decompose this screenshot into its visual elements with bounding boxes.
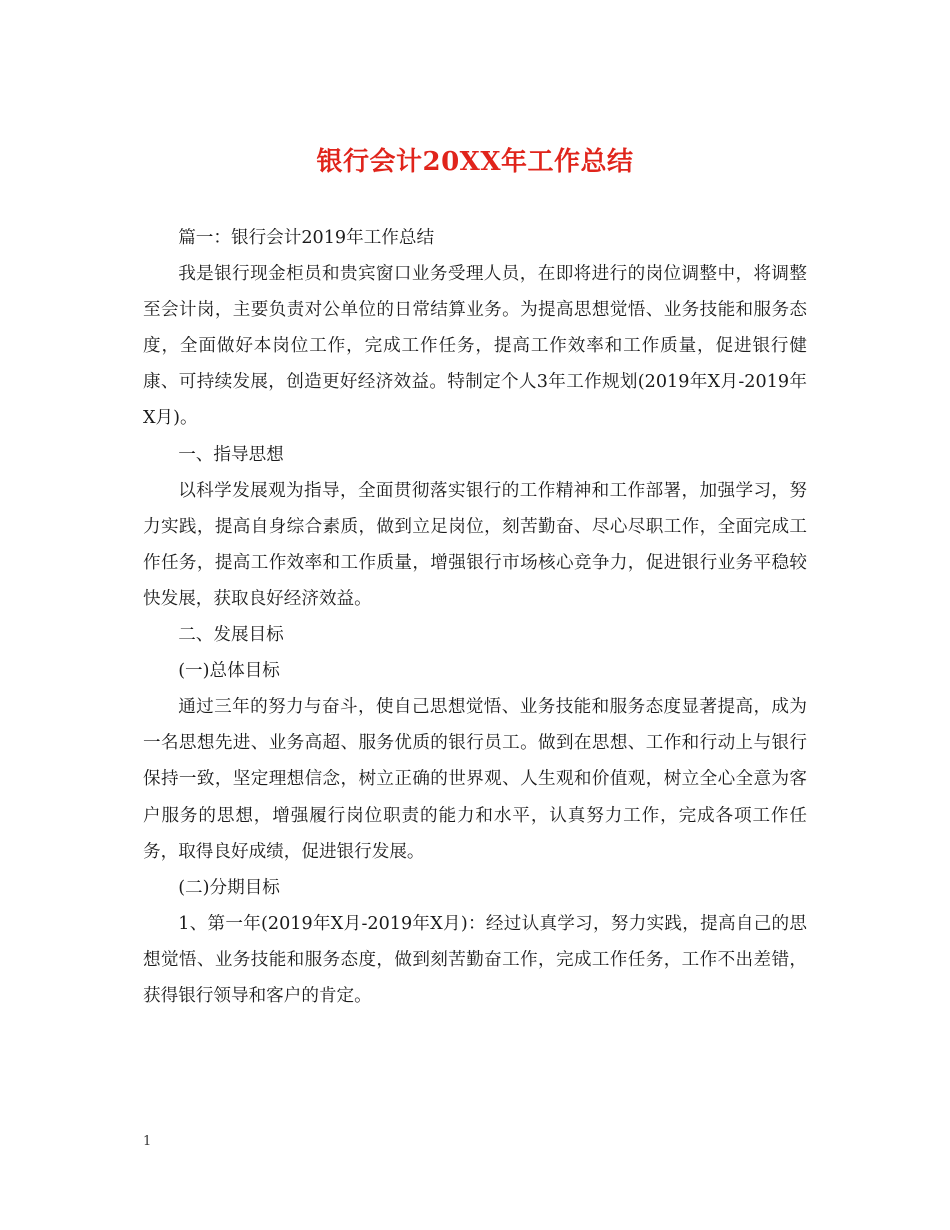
paragraph-heading-overall-goal: (一)总体目标 — [178, 661, 280, 682]
paragraph-first-year-goal: 1、第一年(2019年X月-2019年X月)：经过认真学习，努力实践，提高自己的思想觉悟、业务技能和服务态度，做到刻苦勤奋工作，完成工作任务，工作不出差错，获得银行领导和客户的肯定。 — [143, 913, 807, 1006]
paragraph-guiding-ideology: 以科学发展观为指导，全面贯彻落实银行的工作精神和工作部署，加强学习，努力实践，提高自身综合素质，做到立足岗位，刻苦勤奋、尽心尽职工作，全面完成工作任务，提高工作效率和工作质量，增强银行市场核心竞争力，促进银行业务平稳较快发展，获取良好经济效益。 — [143, 480, 807, 609]
page-number: 1 — [143, 1134, 152, 1149]
paragraph-section-heading: 篇一：银行会计2019年工作总结 — [178, 228, 435, 248]
paragraph-heading-phased-goals: (二)分期目标 — [178, 877, 280, 898]
paragraph-heading-guiding-ideology: 一、指导思想 — [178, 444, 284, 465]
document-body — [143, 220, 807, 1014]
paragraph-intro: 我是银行现金柜员和贵宾窗口业务受理人员，在即将进行的岗位调整中，将调整至会计岗，主要负责对公单位的日常结算业务。为提高思想觉悟、业务技能和服务态度，全面做好本岗位工作，完成工作任务，提高工作效率和工作质量，促进银行健康、可持续发展，创造更好经济效益。特制定个人3年工作规划(2019年X月-2019年X月)。 — [143, 264, 807, 429]
paragraph-heading-development-goals: 二、发展目标 — [178, 625, 284, 646]
document-title: 银行会计20XX年工作总结 — [316, 147, 634, 177]
paragraph-overall-goal: 通过三年的努力与奋斗，使自己思想觉悟、业务技能和服务态度显著提高，成为一名思想先进、业务高超、服务优质的银行员工。做到在思想、工作和行动上与银行保持一致，坚定理想信念，树立正确的世界观、人生观和价值观，树立全心全意为客户服务的思想，增强履行岗位职责的能力和水平，认真努力工作，完成各项工作任务，取得良好成绩，促进银行发展。 — [143, 697, 807, 862]
